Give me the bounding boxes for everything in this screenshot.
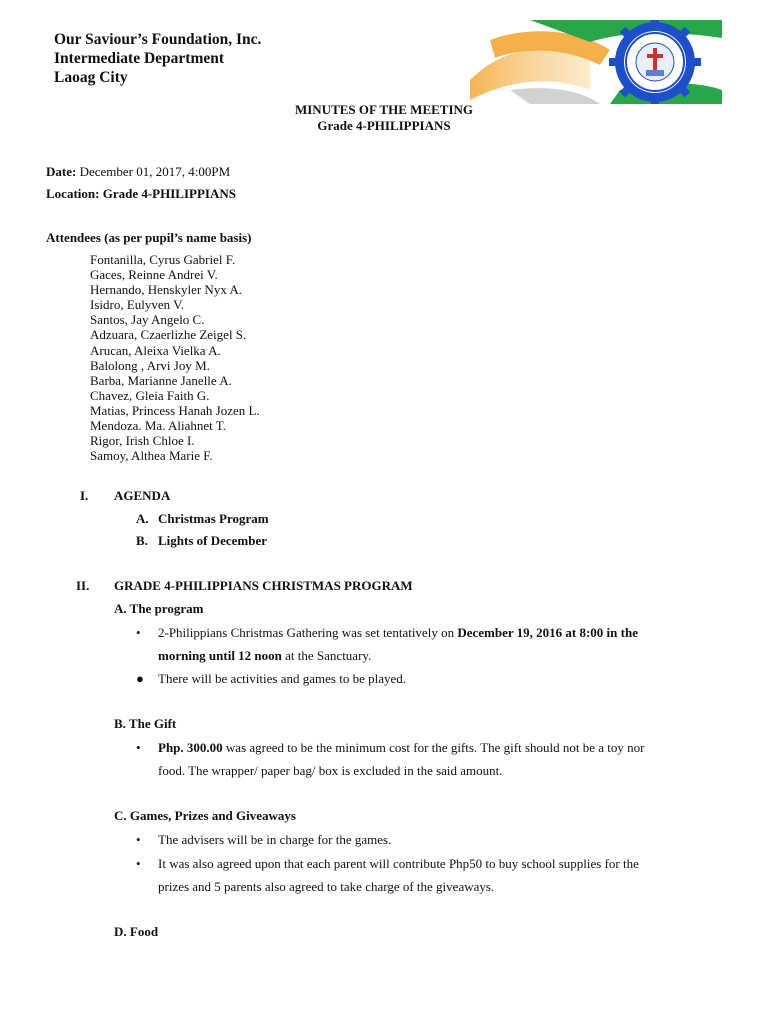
attendee-name: Balolong , Arvi Joy M.: [90, 357, 210, 373]
program-bullet-2: ● There will be activities and games to be played.: [158, 667, 738, 690]
document-subtitle: Grade 4-PHILIPPIANS: [317, 118, 451, 133]
department-name: Intermediate Department: [54, 50, 225, 67]
date-value: December 01, 2017, 4:00PM: [79, 164, 231, 179]
subsection-food-heading: D. Food: [114, 924, 159, 939]
school-logo-image: [470, 20, 722, 104]
location-label: Location:: [46, 186, 100, 201]
section-program-heading: [76, 578, 413, 594]
agenda-item: B. Lights of December: [136, 533, 268, 548]
bullet-icon: •: [136, 740, 141, 755]
attendee-name: Mendoza. Ma. Aliahnet T.: [90, 418, 226, 434]
attendee-name: Adzuara, Czaerlizhe Zeigel S.: [90, 327, 247, 343]
city-name: Laoag City: [54, 69, 128, 86]
gift-bullet-1: • Php. 300.00 was agreed to be the minimum cost for the gifts. The gift should not be a toy nor food. The wrapper/ paper bag/ box is excluded in the said amount.: [158, 736, 738, 782]
attendee-name: Samoy, Althea Marie F.: [90, 448, 213, 464]
section-numeral: II.: [76, 578, 90, 593]
attendee-name: Isidro, Eulyven V.: [90, 297, 185, 313]
bullet-icon: •: [136, 856, 141, 871]
attendee-name: Matias, Princess Hanah Jozen L.: [90, 402, 260, 418]
date-row: [46, 164, 230, 180]
games-bullet-1: • The advisers will be in charge for the games.: [158, 828, 738, 851]
location-row: [46, 186, 236, 202]
document-title: MINUTES OF THE MEETING: [294, 102, 474, 117]
org-name: Our Saviour’s Foundation, Inc.: [54, 31, 262, 48]
organization-header: [54, 30, 261, 87]
date-label: Date:: [46, 164, 77, 179]
attendee-name: Rigor, Irish Chloe I.: [90, 433, 195, 449]
section-numeral: I.: [80, 488, 89, 503]
bullet-icon: •: [136, 832, 141, 847]
subsection-program-heading: A. The program: [114, 601, 204, 616]
attendee-name: Barba, Marianne Janelle A.: [90, 372, 232, 388]
attendee-name: Hernando, Henskyler Nyx A.: [90, 282, 242, 298]
attendee-name: Gaces, Reinne Andrei V.: [90, 267, 218, 283]
attendee-name: Fontanilla, Cyrus Gabriel F.: [90, 252, 236, 267]
program-bullet-1: • 2-Philippians Christmas Gathering was set tentatively on December 19, 2016 at 8:00 in the morning until 12 noon at the Sanctuary.: [158, 621, 738, 667]
agenda-item: A. Christmas Program: [136, 511, 269, 526]
attendee-list: [90, 252, 260, 463]
location-value: Grade 4-PHILIPPIANS: [102, 186, 236, 201]
bullet-icon: •: [136, 625, 141, 640]
subsection-games-heading: C. Games, Prizes and Giveaways: [114, 808, 296, 823]
bullet-icon: ●: [136, 671, 144, 686]
attendee-name: Santos, Jay Angelo C.: [90, 312, 205, 328]
attendee-name: Arucan, Aleixa Vielka A.: [90, 342, 221, 358]
attendee-name: Chavez, Gleia Faith G.: [90, 387, 210, 403]
games-bullet-2: • It was also agreed upon that each parent will contribute Php50 to buy school supplies for the prizes and 5 parents also agreed to take charge of the giveaways.: [158, 852, 738, 898]
section-title: AGENDA: [114, 488, 171, 503]
section-agenda-heading: [80, 488, 170, 504]
subsection-gift-heading: B. The Gift: [114, 716, 177, 731]
attendees-heading: Attendees (as per pupil’s name basis): [46, 230, 252, 245]
section-title: GRADE 4-PHILIPPIANS CHRISTMAS PROGRAM: [114, 578, 413, 593]
